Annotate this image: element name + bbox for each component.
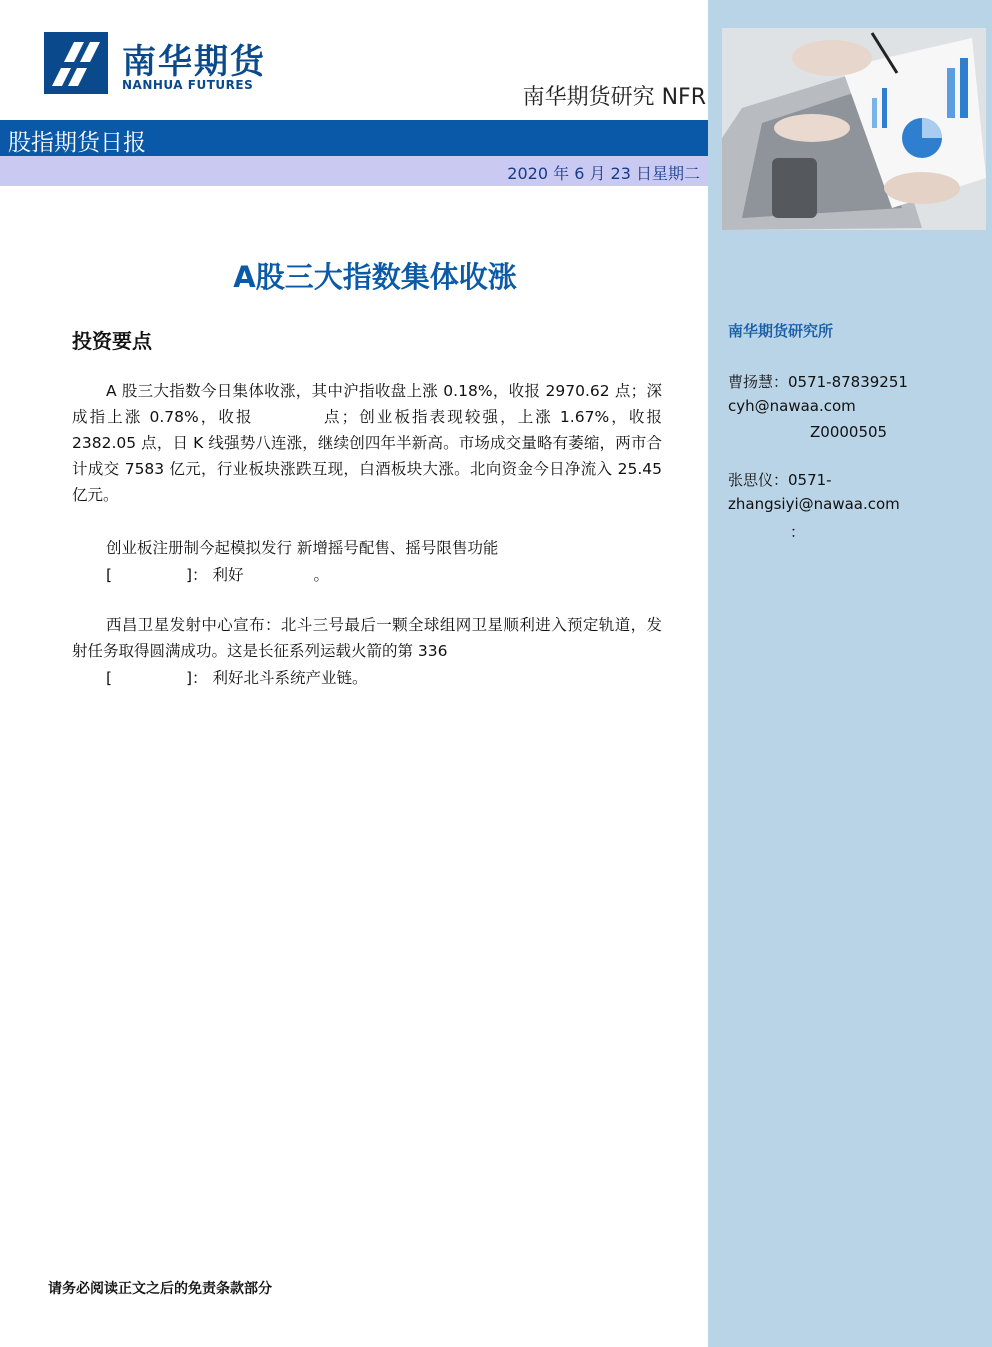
logo-english-name: NANHUA FUTURES [122,78,254,92]
nanhua-logo [44,32,294,102]
news-item-2-text: 西昌卫星发射中心宣布：北斗三号最后一颗全球组网卫星顺利进入预定轨道，发射任务取得圆满成功。这是长征系列运载火箭的第 336 [72,616,662,660]
header-photo [722,28,986,230]
comment-end: 。 [313,566,330,584]
page-title: A股三大指数集体收涨 [233,260,517,294]
report-type-label: 股指期货日报 [8,130,146,156]
research-institute-name: 南华期货研究所 [728,322,834,340]
disclaimer-note: 请务必阅读正文之后的免责条款部分 [48,1281,272,1297]
analyst-1-contact: 曹扬慧：0571-87839251 [728,373,908,391]
comment-bracket-close: ]： [186,669,208,687]
news-item-1-comment [106,563,329,585]
analyst-1-cert: Z0000505 [810,423,888,441]
comment-text: 利好北斗系统产业链。 [212,669,368,687]
logo-chinese-name: 南华期货 [122,42,266,82]
research-title: 南华期货研究 NFR [522,85,706,110]
report-type-bar [0,120,708,156]
comment-bracket-open: [ [106,566,113,584]
date-bar [0,156,708,186]
analyst-1-email: cyh@nawaa.com [728,397,856,415]
laptop-chart-image [722,28,986,230]
analyst-2-cert: ： [790,523,806,541]
comment-text: 利好 [212,566,244,584]
news-item-2-comment [106,666,368,688]
news-item-1-text: 创业板注册制今起模拟发行 新增摇号配售、摇号限售功能 [106,539,499,557]
section-heading: 投资要点 [72,329,152,353]
nanhua-logo-icon [44,32,108,94]
analyst-2-email: zhangsiyi@nawaa.com [728,495,900,513]
report-date: 2020 年 6 月 23 日星期二 [507,164,700,183]
comment-bracket-open: [ [106,669,113,687]
market-summary-paragraph: A 股三大指数今日集体收涨，其中沪指收盘上涨 0.18%，收报 2970.62 点；深成指上涨 0.78%，收报 点；创业板指表现较强，上涨 1.67%，收报 2382.05 点，日 K 线强势八连涨，继续创四年半新高。市场成交量略有萎缩，两市合计成交 7583 亿元，行业板块涨跌互现，白酒板块大涨。北向资金今日净流入 25.45 亿元。 [72,382,662,504]
analyst-2-contact: 张思仪：0571- [728,471,832,489]
comment-bracket-close: ]： [186,566,208,584]
